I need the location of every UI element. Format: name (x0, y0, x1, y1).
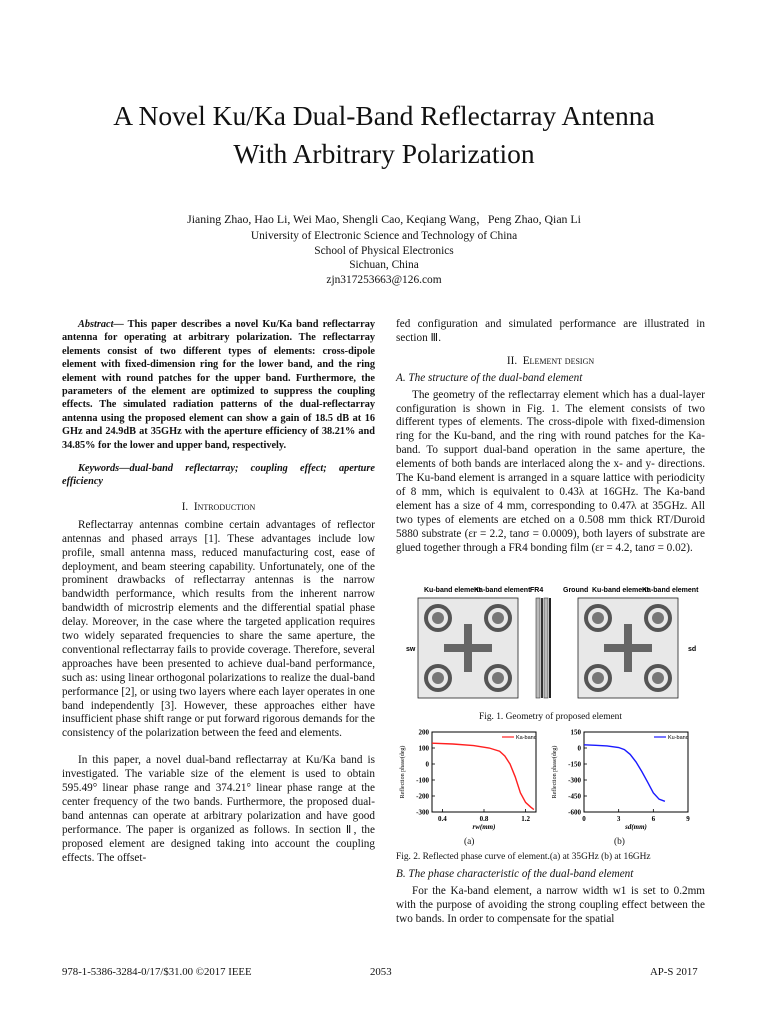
plot-frame (584, 732, 688, 812)
subsection-a-heading: A. The structure of the dual-band element (396, 371, 583, 384)
ku-band-element-label-right: Ku-band element (592, 587, 649, 594)
keywords-lead: Keywords— (78, 463, 130, 475)
phase-characteristic-paragraph: For the Ka-band element, a narrow width w1 is set to 0.2mm with the purpose of avoiding the strong coupling effect between the two bands. In order to compensate for the spatial (396, 884, 705, 925)
y-tick-label: 0 (425, 760, 429, 769)
figure-2b-label: (b) (614, 837, 625, 847)
y-tick-label: 150 (570, 728, 581, 737)
ka-band-element-label: Ka-band element (474, 587, 531, 594)
y-axis-label: Reflection phase(deg) (400, 745, 406, 799)
y-tick-label: -300 (568, 776, 581, 785)
ka-band-element-label-right: Ka-band element (642, 587, 699, 594)
section-heading-element-design: II. Element design (506, 354, 595, 367)
figure-2a-chart (396, 726, 552, 848)
intro-paragraph-1: Reflectarray antennas combine certain advantages of reflector antennas and phased arrays [1]. These advantages include low profile, small antenna mass, reduced manufacturing cost, ease of deployment, and beam steering capability. Unfortunately, one of the prominent drawbacks of reflectarray antennas is the narrow bandwidth performance, which results from the inherent narrow bandwidth of microstrip elements and the differential spatial phase delay. Moreover, in the case where the targeted application requires two widely separated frequencies to share the same aperture, the conventional reflectarray fails to provide coverage. Therefore, several approaches have been presented to achieve dual-band performance, such as: using linear orthogonal polarizations to realize the dual-band performance [2], or using two layers where each layer operates in one band independently [3]. However, these approaches either have insufficient phase shift range or put forward rigorous demands for the consistency of the polarization between the feed and elements. (62, 518, 375, 740)
y-tick-label: -600 (568, 808, 581, 817)
series-line (432, 743, 534, 809)
paper-title (40, 97, 728, 173)
author-list: Jianing Zhao, Hao Li, Wei Mao, Shengli Cao, Keqiang Wang，Peng Zhao, Qian Li (187, 212, 581, 226)
y-tick-label: -450 (568, 792, 581, 801)
email: zjn317253663@126.com (326, 273, 442, 286)
figure-1-geometry (398, 584, 708, 706)
fr4-layer (541, 598, 543, 698)
x-tick-label: 0.4 (438, 815, 447, 823)
x-tick-label: 3 (616, 815, 621, 823)
x-tick-label: 9 (686, 815, 690, 823)
affiliation (40, 229, 728, 287)
x-axis-label: sd(mm) (625, 823, 647, 831)
fr4-label: FR4 (530, 587, 544, 594)
title-line-1: A Novel Ku/Ka Dual-Band Reflectarray Antenna (113, 100, 655, 131)
keywords (62, 462, 375, 489)
figure-2-caption: Fig. 2. Reflected phase curve of element.(a) at 35GHz (b) at 16GHz (396, 852, 651, 862)
affiliation-line: University of Electronic Science and Technology of China (250, 230, 518, 242)
footer-conference: AP-S 2017 (650, 966, 698, 978)
abstract (62, 318, 375, 452)
dimension-sw-label: sw (406, 646, 416, 653)
affiliation-line: Sichuan, China (349, 259, 419, 271)
y-tick-label: -150 (568, 760, 581, 769)
figure-2a-label: (a) (464, 837, 475, 847)
ground-layer (549, 598, 551, 698)
y-tick-label: 200 (418, 728, 429, 737)
y-tick-label: -300 (416, 808, 429, 817)
x-axis-label: rw(mm) (472, 823, 496, 831)
dimension-sd-label: sd (688, 646, 697, 653)
element-structure-paragraph: The geometry of the reflectarray element which has a dual-layer configuration is shown in Fig. 1. The element consists of two different types of elements. The cross-dipole with fixed-dimension ring for the Ku-band, and the ring with round patches for the Ka-band. To support dual-band operation in the same aperture, the elements of both bands are interlaced along the x- and y- directions. The Ku-band element is arranged in a square lattice with periodicity of 8 mm, which is equivalent to 0.43λ at 16GHz. The Ka-band element has a size of 4 mm, corresponding to 0.47λ at 35GHz. All two types of elements are etched on a 0.508 mm thick RT/Duroid 5880 substrate (εr = 2.2, tanσ = 0.0009), both layers of substrate are glued together through a FR4 bonding film (εr = 4.2, tanσ = 0.02). (396, 388, 705, 554)
subsection-b-heading: B. The phase characteristic of the dual-band element (396, 868, 634, 880)
affiliation-line: School of Physical Electronics (314, 244, 454, 257)
left-column (62, 318, 375, 866)
y-tick-label: -200 (416, 792, 429, 801)
right-column-bottom (396, 868, 705, 927)
intro-paragraph-2: In this paper, a novel dual-band reflectarray at Ku/Ka band is investigated. The variable size of the element is used to obtain 595.49° linear phase range and 374.21° linear phase range at the center frequency of the two bands. Furthermore, the proposed dual-band antennas can operate at arbitrary polarization and have good performance. The paper is organized as follows. In section Ⅱ, the proposed element are designed taking into account the coupling effects. The offset- (62, 754, 375, 864)
y-axis-label: Reflection phase(deg) (552, 745, 558, 799)
abstract-lead: Abstract— (78, 319, 124, 330)
x-tick-label: 6 (651, 815, 656, 823)
y-tick-label: 0 (577, 744, 581, 753)
substrate-layer-1 (536, 598, 540, 698)
right-column-top (396, 318, 705, 556)
keywords-text: dual-band reflectarray; coupling effect; aperture efficiency (62, 463, 375, 488)
intro-paragraph-2-continued: fed configuration and simulated performance are illustrated in section Ⅲ. (396, 318, 705, 344)
ku-band-element-label: Ku-band element (424, 587, 481, 594)
figure-1-caption: Fig. 1. Geometry of proposed element (479, 712, 622, 722)
footer-copyright: 978-1-5386-3284-0/17/$31.00 ©2017 IEEE (62, 966, 252, 978)
substrate-layer-2 (544, 598, 548, 698)
x-tick-label: 1.2 (521, 815, 530, 823)
x-tick-label: 0 (582, 815, 586, 823)
x-tick-label: 0.8 (479, 815, 489, 823)
series-line (584, 745, 665, 802)
y-tick-label: 100 (418, 744, 429, 753)
legend-label: Ka-band (516, 735, 537, 741)
ground-label: Ground (563, 587, 589, 594)
footer-page-number: 2053 (370, 966, 392, 978)
legend-label: Ku-band (668, 735, 689, 741)
figure-2b-chart (548, 726, 708, 848)
title-line-2: With Arbitrary Polarization (233, 138, 535, 169)
abstract-text: This paper describes a novel Ku/Ka band reflectarray antenna for operating at arbitrary polarization. The reflectarray elements consist of two different types of elements: cross-dipole element with fixed-dimension ring for the lower band, and the ring element with round patches for the upper band. Furthermore, the parameters of the element are optimized to suppress the coupling effects. The simulated radiation patterns of the dual-reflectarray antenna using the proposed element can show a gain of 18.5 dB at 16 GHz and 24.9dB at 35GHz with the aperture efficiency of 38.21% and 34.85% for the lower and upper band, respectively. (62, 319, 375, 451)
section-heading-introduction: I. Introduction (181, 500, 256, 513)
y-tick-label: -100 (416, 776, 429, 785)
